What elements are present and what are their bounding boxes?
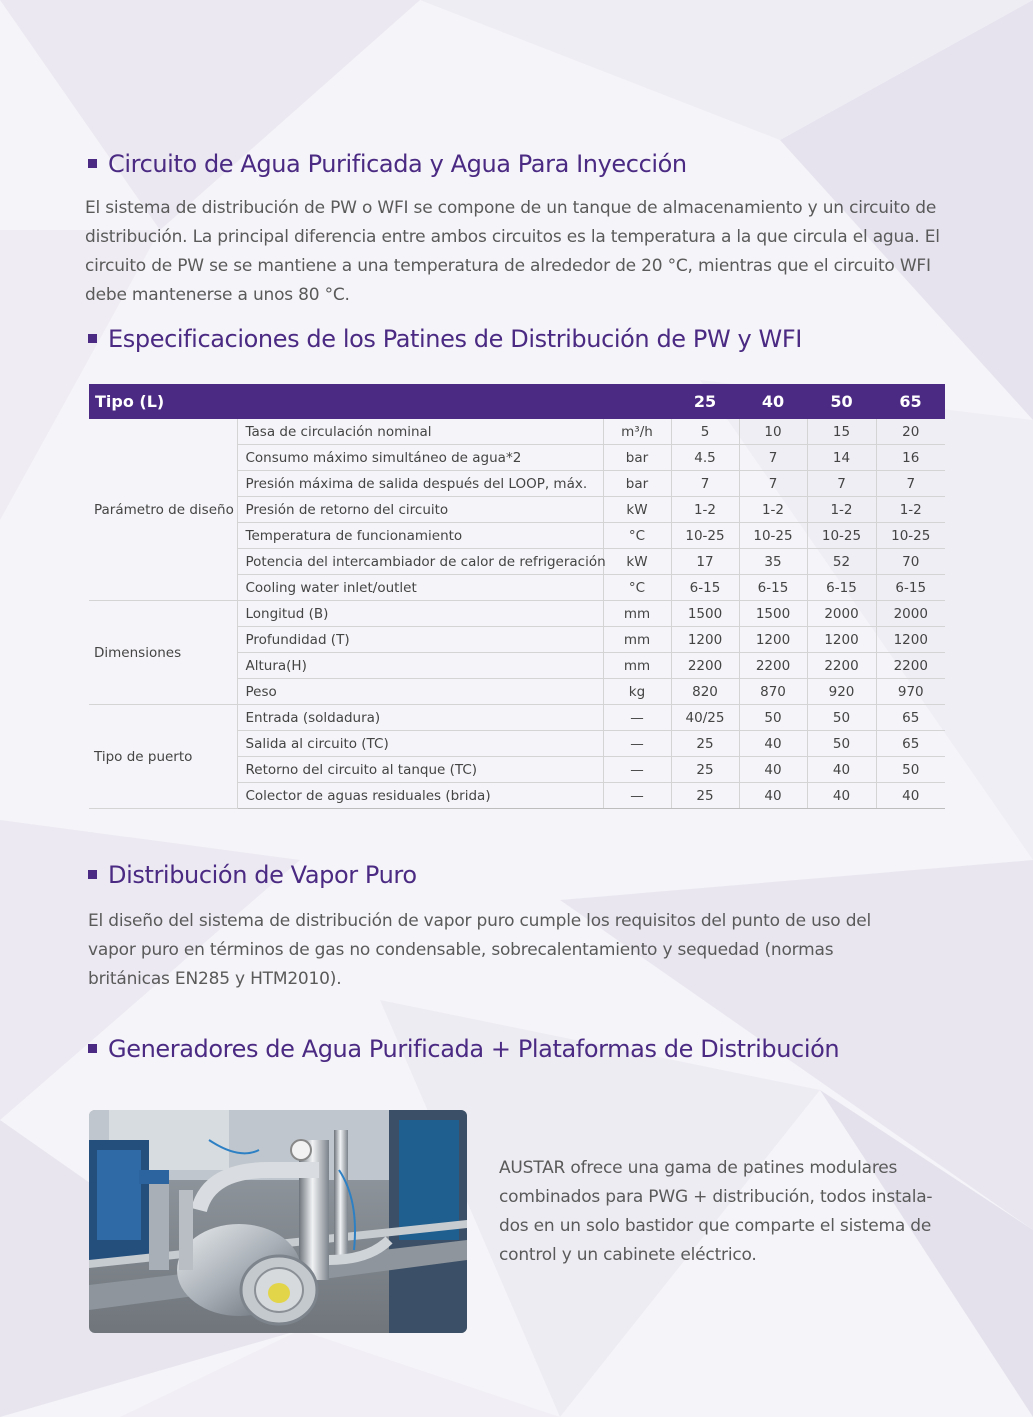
- table-cell-unit: °C: [603, 523, 671, 549]
- table-cell-parameter: Longitud (B): [237, 601, 603, 627]
- specifications-table: [89, 384, 945, 809]
- table-cell-unit: mm: [603, 653, 671, 679]
- table-cell-value: 1200: [876, 627, 945, 653]
- table-cell-value: 7: [739, 445, 807, 471]
- table-cell-value: 50: [807, 705, 876, 731]
- square-bullet-icon: [88, 334, 97, 343]
- table-cell-value: 14: [807, 445, 876, 471]
- table-cell-value: 970: [876, 679, 945, 705]
- table-cell-unit: mm: [603, 627, 671, 653]
- paragraph-line: distribución. La principal diferencia entre ambos circuitos es la temperatura a la que circula el agua. El: [85, 227, 940, 247]
- table-cell-value: 1500: [671, 601, 739, 627]
- paragraph-line: debe mantenerse a unos 80 °C.: [85, 285, 350, 305]
- table-cell-parameter: Potencia del intercambiador de calor de refrigeración: [237, 549, 603, 575]
- table-cell-value: 65: [876, 731, 945, 757]
- table-cell-parameter: Salida al circuito (TC): [237, 731, 603, 757]
- paragraph-line: combinados para PWG + distribución, todos instala-: [499, 1187, 933, 1207]
- paragraph-line: control y un cabinete eléctrico.: [499, 1245, 757, 1265]
- table-cell-unit: kg: [603, 679, 671, 705]
- paragraph-line: británicas EN285 y HTM2010).: [88, 969, 342, 989]
- table-cell-parameter: Profundidad (T): [237, 627, 603, 653]
- table-cell-unit: —: [603, 783, 671, 809]
- table-cell-parameter: Retorno del circuito al tanque (TC): [237, 757, 603, 783]
- table-cell-value: 1-2: [671, 497, 739, 523]
- table-cell-unit: —: [603, 731, 671, 757]
- table-cell-value: 2200: [671, 653, 739, 679]
- paragraph-line: AUSTAR ofrece una gama de patines modulares: [499, 1158, 898, 1178]
- table-cell-unit: bar: [603, 445, 671, 471]
- table-cell-value: 870: [739, 679, 807, 705]
- table-cell-parameter: Entrada (soldadura): [237, 705, 603, 731]
- table-cell-value: 1500: [739, 601, 807, 627]
- table-cell-value: 65: [876, 705, 945, 731]
- table-header-row: [89, 384, 945, 419]
- table-cell-value: 1200: [807, 627, 876, 653]
- table-header-column: 25: [671, 384, 739, 419]
- table-cell-unit: °C: [603, 575, 671, 601]
- table-cell-value: 7: [876, 471, 945, 497]
- table-cell-value: 52: [807, 549, 876, 575]
- table-cell-value: 16: [876, 445, 945, 471]
- table-cell-unit: —: [603, 757, 671, 783]
- table-group-label: Tipo de puerto: [89, 705, 237, 809]
- paragraph-line: circuito de PW se se mantiene a una temperatura de alrededor de 20 °C, mientras que el circuito WFI: [85, 256, 931, 276]
- table-cell-value: 6-15: [739, 575, 807, 601]
- table-cell-value: 1200: [739, 627, 807, 653]
- table-cell-value: 6-15: [876, 575, 945, 601]
- table-cell-value: 17: [671, 549, 739, 575]
- table-cell-value: 20: [876, 419, 945, 445]
- table-cell-value: 50: [739, 705, 807, 731]
- table-cell-value: 40/25: [671, 705, 739, 731]
- table-cell-value: 70: [876, 549, 945, 575]
- table-cell-value: 10-25: [671, 523, 739, 549]
- paragraph-line: El sistema de distribución de PW o WFI se compone de un tanque de almacenamiento y un circuito de: [85, 198, 937, 218]
- table-cell-value: 40: [739, 757, 807, 783]
- square-bullet-icon: [88, 1044, 97, 1053]
- table-cell-value: 7: [807, 471, 876, 497]
- table-cell-value: 15: [807, 419, 876, 445]
- table-cell-value: 10-25: [807, 523, 876, 549]
- table-body: [89, 419, 945, 809]
- table-cell-value: 7: [739, 471, 807, 497]
- table-cell-value: 4.5: [671, 445, 739, 471]
- section1-paragraph: [85, 194, 965, 310]
- table-cell-value: 6-15: [671, 575, 739, 601]
- section4-paragraph: [499, 1154, 969, 1270]
- table-cell-value: 2200: [807, 653, 876, 679]
- table-group-label: Parámetro de diseño: [89, 419, 237, 601]
- table-header-column: 50: [807, 384, 876, 419]
- table-cell-value: 1-2: [739, 497, 807, 523]
- square-bullet-icon: [88, 870, 97, 879]
- table-cell-value: 10: [739, 419, 807, 445]
- table-cell-unit: mm: [603, 601, 671, 627]
- table-header-type: Tipo (L): [89, 384, 671, 419]
- table-cell-unit: bar: [603, 471, 671, 497]
- table-cell-parameter: Consumo máximo simultáneo de agua*2: [237, 445, 603, 471]
- table-group-label: Dimensiones: [89, 601, 237, 705]
- table-cell-value: 10-25: [876, 523, 945, 549]
- paragraph-line: vapor puro en términos de gas no condensable, sobrecalentamiento y sequedad (normas: [88, 940, 834, 960]
- table-cell-parameter: Colector de aguas residuales (brida): [237, 783, 603, 809]
- table-cell-parameter: Cooling water inlet/outlet: [237, 575, 603, 601]
- section-heading-pure-steam: Distribución de Vapor Puro: [88, 861, 417, 889]
- section-heading-generators: Generadores de Agua Purificada + Plataformas de Distribución: [88, 1035, 839, 1063]
- table-cell-unit: kW: [603, 497, 671, 523]
- paragraph-line: dos en un solo bastidor que comparte el sistema de: [499, 1216, 932, 1236]
- table-cell-value: 40: [876, 783, 945, 809]
- table-cell-value: 6-15: [807, 575, 876, 601]
- table-cell-unit: —: [603, 705, 671, 731]
- table-row: [89, 419, 945, 445]
- table-cell-value: 50: [876, 757, 945, 783]
- table-cell-value: 7: [671, 471, 739, 497]
- table-cell-value: 40: [807, 757, 876, 783]
- table-cell-value: 820: [671, 679, 739, 705]
- table-cell-value: 25: [671, 731, 739, 757]
- section3-paragraph: [88, 907, 968, 994]
- table-cell-unit: kW: [603, 549, 671, 575]
- table-cell-value: 1-2: [807, 497, 876, 523]
- table-cell-value: 25: [671, 783, 739, 809]
- paragraph-line: El diseño del sistema de distribución de vapor puro cumple los requisitos del punto de uso del: [88, 911, 872, 931]
- section-heading-pw-wfi-circuit: Circuito de Agua Purificada y Agua Para Inyección: [88, 150, 687, 178]
- table-cell-value: 2000: [807, 601, 876, 627]
- table-cell-value: 40: [739, 731, 807, 757]
- table-cell-value: 35: [739, 549, 807, 575]
- table-cell-value: 2200: [876, 653, 945, 679]
- table-cell-value: 5: [671, 419, 739, 445]
- table-cell-value: 1200: [671, 627, 739, 653]
- table-cell-value: 1-2: [876, 497, 945, 523]
- equipment-photo: [89, 1110, 467, 1333]
- table-cell-parameter: Altura(H): [237, 653, 603, 679]
- table-cell-parameter: Tasa de circulación nominal: [237, 419, 603, 445]
- table-cell-value: 50: [807, 731, 876, 757]
- square-bullet-icon: [88, 159, 97, 168]
- table-row: [89, 601, 945, 627]
- table-cell-value: 40: [739, 783, 807, 809]
- table-cell-value: 40: [807, 783, 876, 809]
- table-cell-value: 10-25: [739, 523, 807, 549]
- table-cell-value: 2200: [739, 653, 807, 679]
- table-cell-parameter: Peso: [237, 679, 603, 705]
- table-cell-value: 2000: [876, 601, 945, 627]
- table-cell-value: 25: [671, 757, 739, 783]
- table-cell-unit: m³/h: [603, 419, 671, 445]
- table-cell-parameter: Presión de retorno del circuito: [237, 497, 603, 523]
- table-cell-parameter: Presión máxima de salida después del LOOP, máx.: [237, 471, 603, 497]
- table-cell-parameter: Temperatura de funcionamiento: [237, 523, 603, 549]
- section-heading-specifications: Especificaciones de los Patines de Distribución de PW y WFI: [88, 325, 802, 353]
- table-header-column: 65: [876, 384, 945, 419]
- table-cell-value: 920: [807, 679, 876, 705]
- table-header-column: 40: [739, 384, 807, 419]
- table-row: [89, 705, 945, 731]
